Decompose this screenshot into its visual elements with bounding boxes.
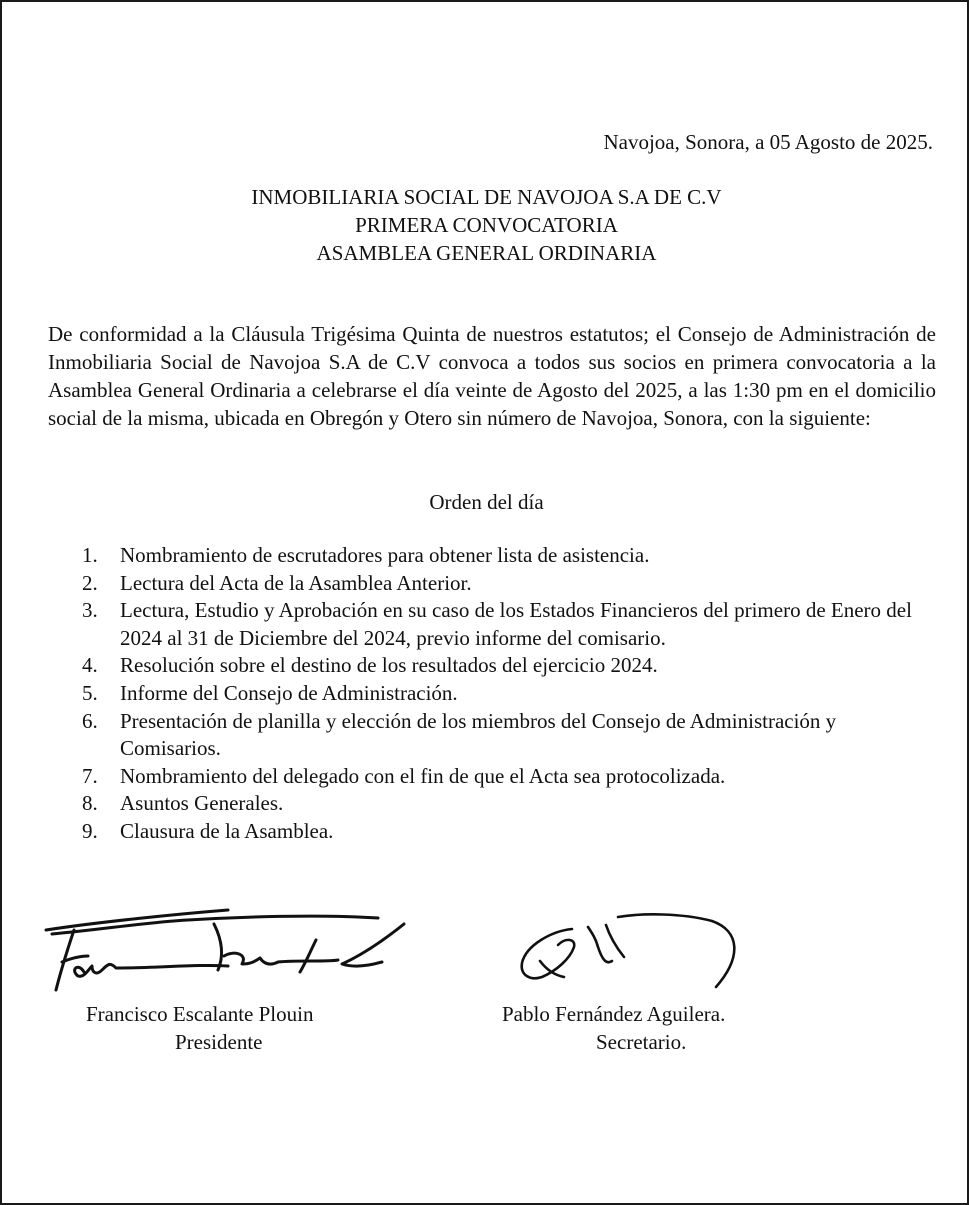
president-role: Presidente <box>175 1030 263 1054</box>
agenda-item: 4. Resolución sobre el destino de los resultados del ejercicio 2024. <box>82 653 658 678</box>
agenda-item: 5. Informe del Consejo de Administración. <box>82 680 458 705</box>
asamblea-title: ASAMBLEA GENERAL ORDINARIA <box>316 241 657 265</box>
secretary-signature <box>512 907 752 997</box>
agenda-item: 1. Nombramiento de escrutadores para obtener lista de asistencia. <box>82 543 650 567</box>
agenda-item: 8. Asuntos Generales. <box>82 791 284 816</box>
agenda-item: 3. Lectura, Estudio y Aprobación en su caso de los Estados Financieros del primero de Enero del 2024 al 31 de Diciembre del 2024, previo informe del comisario. <box>82 598 912 650</box>
agenda-heading: Orden del día <box>429 490 544 514</box>
president-name: Francisco Escalante Plouin <box>86 1002 314 1026</box>
president-signature <box>38 900 418 1000</box>
agenda-list <box>82 542 942 846</box>
agenda-item: 2. Lectura del Acta de la Asamblea Anterior. <box>82 570 472 595</box>
agenda-item: 9. Clausura de la Asamblea. <box>82 818 334 843</box>
document-title-block <box>2 183 969 267</box>
secretary-role: Secretario. <box>596 1030 687 1054</box>
document-date: Navojoa, Sonora, a 05 Agosto de 2025. <box>603 130 933 154</box>
convocatoria-title: PRIMERA CONVOCATORIA <box>355 213 618 237</box>
agenda-item: 7. Nombramiento del delegado con el fin de que el Acta sea protocolizada. <box>82 763 726 788</box>
secretary-name: Pablo Fernández Aguilera. <box>502 1002 726 1026</box>
body-paragraph: De conformidad a la Cláusula Trigésima Quinta de nuestros estatutos; el Consejo de Administración de Inmobiliaria Social de Navojoa S.A de C.V convoca a todos sus socios en primera convocatoria a la Asamblea General Ordinaria a celebrarse el día veinte de Agosto del 2025, a las 1:30 pm en el domicilio social de la misma, ubicada en Obregón y Otero sin número de Navojoa, Sonora, con la siguiente: <box>48 322 936 430</box>
company-name: INMOBILIARIA SOCIAL DE NAVOJOA S.A DE C.V <box>251 185 722 209</box>
agenda-item: 6. Presentación de planilla y elección de los miembros del Consejo de Administración y Comisarios. <box>82 708 837 761</box>
